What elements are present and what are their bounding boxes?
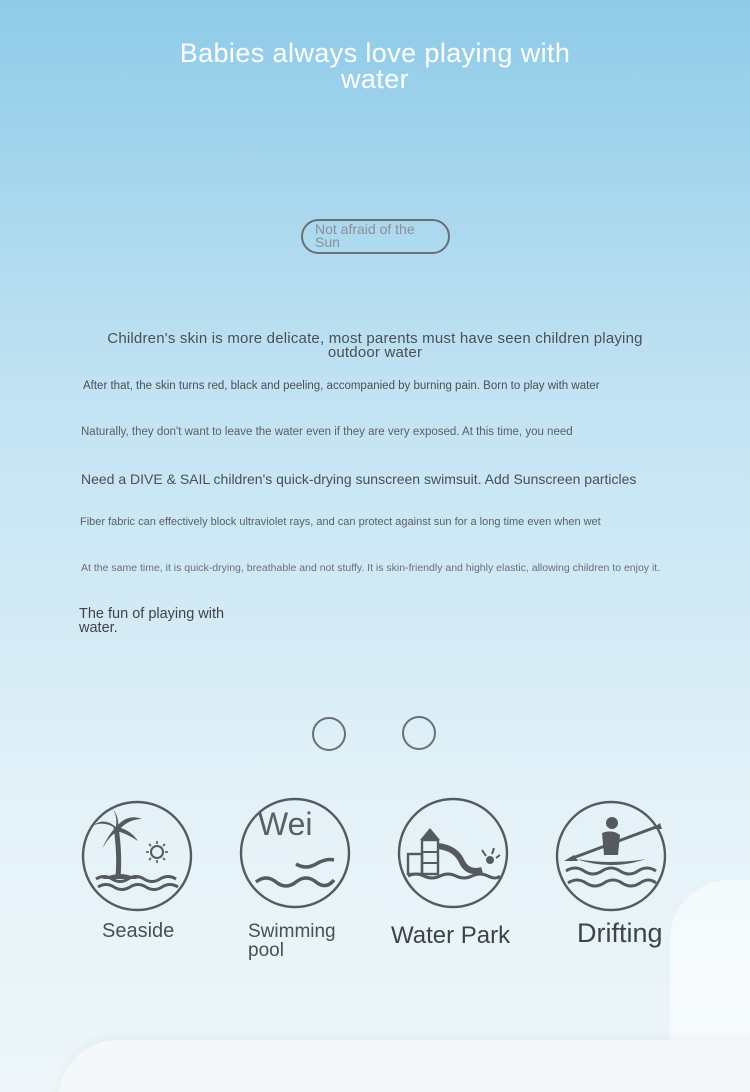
scene-label-swimming-pool: Swimming pool: [248, 921, 336, 961]
pool-icon-overlay-text: Wei: [258, 806, 313, 842]
bottom-panel: [58, 1040, 750, 1092]
water-park-slide-icon: [396, 796, 510, 910]
badge-pill: [301, 219, 450, 254]
section-subtitle: The fun of playing with water.: [79, 606, 225, 636]
ring-icon: [402, 716, 436, 750]
kayak-paddler-icon: [554, 799, 668, 913]
decorative-rings: [312, 716, 438, 752]
scene-label-drifting: Drifting: [577, 918, 663, 948]
paragraph-5: Fiber fabric can effectively block ultraviolet rays, and can protect against sun for a long time even when wet: [80, 516, 601, 528]
badge-label: Not afraid of the Sun: [315, 221, 415, 250]
palm-tree-sun-waves-icon: [80, 799, 194, 913]
paragraph-intro: Children's skin is more delicate, most parents must have seen children playing outdoor water: [107, 330, 643, 361]
scene-label-seaside: Seaside: [102, 920, 175, 942]
paragraph-3: Naturally, they don't want to leave the water even if they are very exposed. At this time, you need: [81, 426, 573, 438]
paragraph-4: Need a DIVE & SAIL children's quick-drying sunscreen swimsuit. Add Sunscreen particles: [81, 471, 637, 487]
scene-label-water-park: Water Park: [391, 922, 511, 949]
ring-icon: [312, 717, 346, 751]
paragraph-6: At the same time, it is quick-drying, breathable and not stuffy. It is skin-friendly and highly elastic, allowing children to enjoy it.: [81, 562, 661, 574]
page-title: Babies always love playing with water: [179, 38, 571, 94]
paragraph-2: After that, the skin turns red, black and peeling, accompanied by burning pain. Born to play with water: [83, 380, 600, 392]
